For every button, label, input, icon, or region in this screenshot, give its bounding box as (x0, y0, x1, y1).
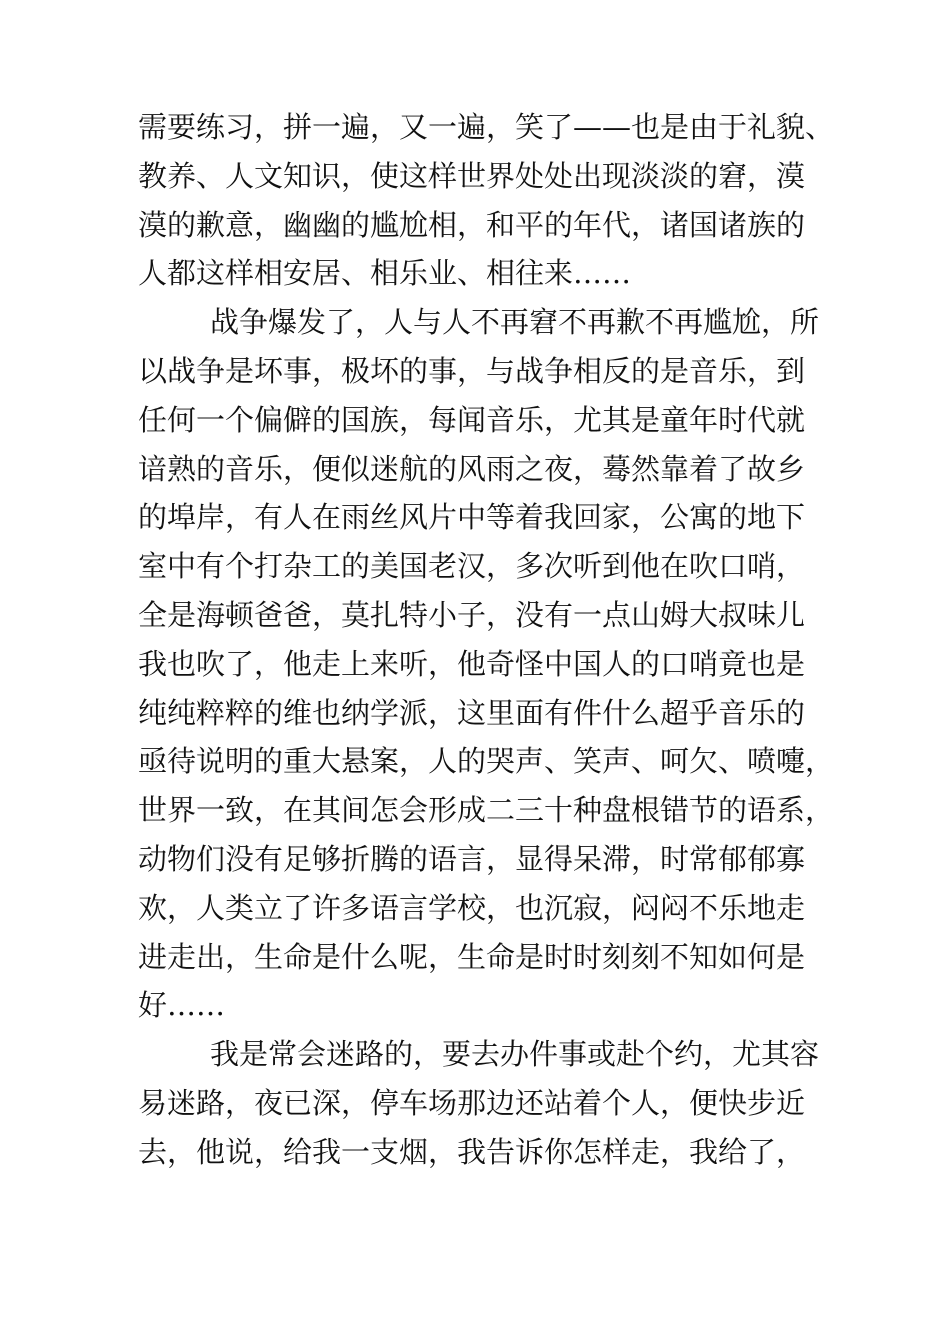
text-line: 动物们没有足够折腾的语言，显得呆滞，时常郁郁寡 (138, 841, 806, 876)
text-line: 我也吹了，他走上来听，他奇怪中国人的口哨竟也是 (138, 646, 806, 681)
text-line: 需要练习，拼一遍，又一遍，笑了——也是由于礼貌、 (138, 110, 835, 144)
text-line: 易迷路，夜已深，停车场那边还站着个人，便快步近 (138, 1085, 806, 1120)
text-line: 室中有个打杂工的美国老汉，多次听到他在吹口哨， (138, 549, 806, 584)
paragraph-first-line: 战争爆发了，人与人不再窘不再歉不再尴尬，所 (210, 305, 820, 340)
text-line: 漠的歉意，幽幽的尴尬相，和平的年代，诸国诸族的 (138, 207, 806, 242)
text-line: 纯纯粹粹的维也纳学派，这里面有件什么超乎音乐的 (138, 695, 806, 730)
text-line: 去，他说，给我一支烟，我告诉你怎样走，我给了， (138, 1134, 806, 1169)
text-line: 教养、人文知识，使这样世界处处出现淡淡的窘，漠 (138, 158, 806, 193)
text-line: 亟待说明的重大悬案，人的哭声、笑声、呵欠、喷嚏， (138, 744, 835, 779)
text-line: 好…… (138, 988, 226, 1023)
text-line: 任何一个偏僻的国族，每闻音乐，尤其是童年时代就 (138, 402, 806, 437)
text-line: 人都这样相安居、相乐业、相往来…… (138, 256, 632, 291)
body-text (138, 103, 838, 1177)
text-line: 全是海顿爸爸，莫扎特小子，没有一点山姆大叔味儿 (138, 597, 806, 632)
paragraph-first-line: 我是常会迷路的，要去办件事或赴个约，尤其容 (210, 1037, 820, 1072)
text-line: 谙熟的音乐，便似迷航的风雨之夜，蓦然靠着了故乡 (138, 451, 806, 486)
text-line: 进走出，生命是什么呢，生命是时时刻刻不知如何是 (138, 939, 806, 974)
text-line: 世界一致，在其间怎会形成二三十种盘根错节的语系， (138, 793, 835, 828)
text-line: 以战争是坏事，极坏的事，与战争相反的是音乐，到 (138, 353, 806, 388)
text-line: 欢，人类立了许多语言学校，也沉寂，闷闷不乐地走 (138, 890, 806, 925)
text-line: 的埠岸，有人在雨丝风片中等着我回家，公寓的地下 (138, 500, 806, 535)
